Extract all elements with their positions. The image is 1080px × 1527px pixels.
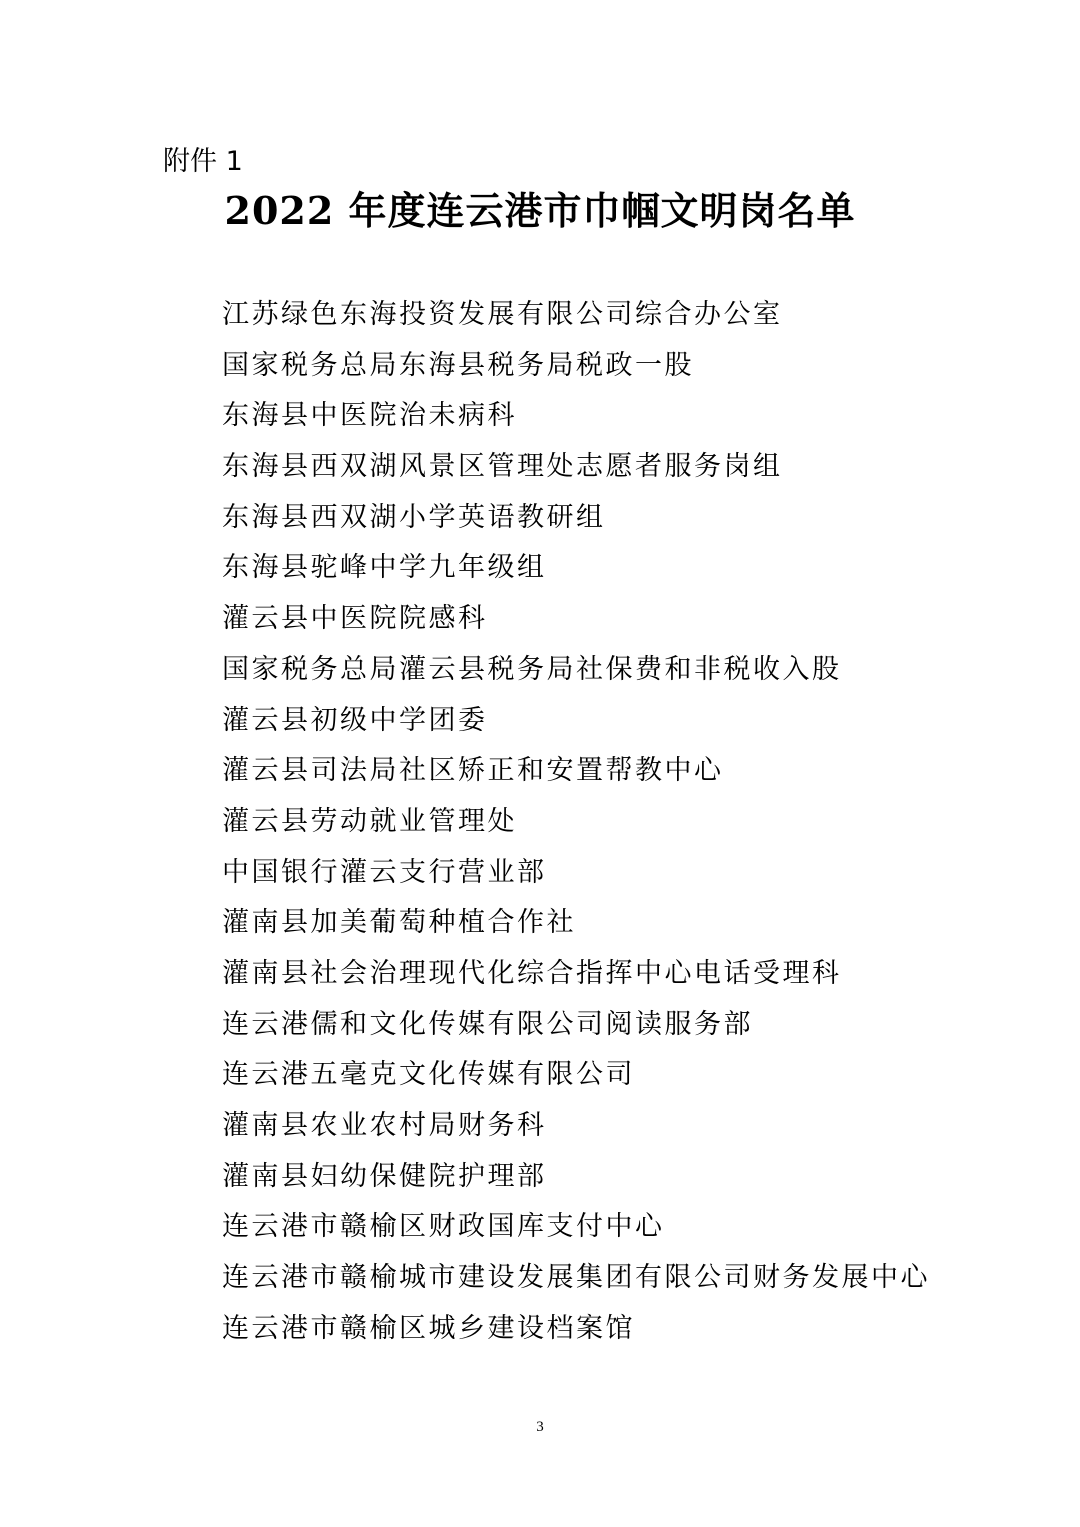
list-item: 灌云县初级中学团委 [222,704,488,736]
list-item: 灌南县社会治理现代化综合指挥中心电话受理科 [222,957,842,989]
list-item: 灌云县中医院院感科 [222,603,488,635]
unit-list [222,290,930,1354]
list-item: 东海县中医院治未病科 [222,400,517,432]
list-item: 江苏绿色东海投资发展有限公司综合办公室 [222,299,783,330]
attachment-label: 附件 1 [163,146,243,177]
list-item: 连云港市赣榆城市建设发展集团有限公司财务发展中心 [222,1262,930,1294]
list-item: 连云港市赣榆区财政国库支付中心 [222,1211,665,1243]
list-item: 东海县西双湖小学英语教研组 [222,501,606,533]
list-item: 灌南县妇幼保健院护理部 [222,1160,547,1192]
page-number: 3 [536,1419,544,1435]
list-item: 连云港五毫克文化传媒有限公司 [222,1059,635,1091]
list-item: 连云港市赣榆区城乡建设档案馆 [222,1312,635,1344]
list-item: 连云港儒和文化传媒有限公司阅读服务部 [222,1008,753,1040]
list-item: 国家税务总局灌云县税务局社保费和非税收入股 [222,653,842,685]
list-item: 灌云县司法局社区矫正和安置帮教中心 [222,755,724,787]
list-item: 东海县西双湖风景区管理处志愿者服务岗组 [222,451,783,483]
page-title: 2022 年度连云港市巾帼文明岗名单 [224,188,856,233]
list-item: 国家税务总局东海县税务局税政一股 [222,349,694,381]
list-item: 灌南县农业农村局财务科 [222,1110,547,1141]
list-item: 东海县驼峰中学九年级组 [222,552,547,584]
list-item: 中国银行灌云支行营业部 [222,856,547,888]
list-item: 灌云县劳动就业管理处 [222,805,517,837]
list-item: 灌南县加美葡萄种植合作社 [222,907,576,939]
